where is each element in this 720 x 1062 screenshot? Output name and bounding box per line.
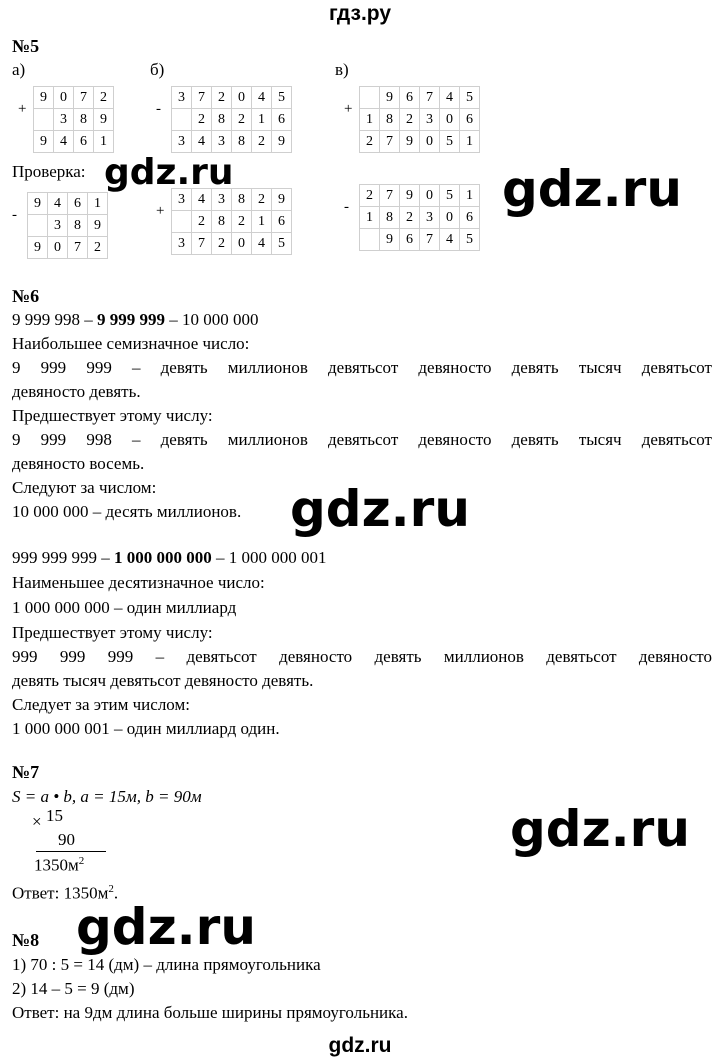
digit-cell: 4 [440,229,460,251]
digit-cell: 0 [232,87,252,109]
digit-cell: 3 [212,131,232,153]
digit-cell: 8 [212,211,232,233]
operator-sign [340,207,360,229]
operator-sign [340,185,360,215]
digit-cell [172,109,192,131]
digit-cell: 3 [48,215,68,237]
digit-cell: 2 [360,131,380,153]
digit-cell: 6 [400,229,420,251]
seq-main: 1 000 000 000 [114,548,212,567]
digit-cell: 9 [272,131,292,153]
operator-sign [340,87,360,117]
factor-1: 15 [46,806,63,825]
digit-cell: 3 [420,207,440,229]
digit-cell: 5 [460,229,480,251]
digit-cell: 2 [212,87,232,109]
factor-2: 90 [58,830,75,849]
digit-cell: 2 [192,109,212,131]
text-line: 9 999 998 – девять миллионов девятьсот девяносто девять тысяч девятьсот [12,430,712,449]
seq-next: – 10 000 000 [165,310,259,329]
watermark: gdz.ru [76,898,256,956]
digit-cell: 2 [232,211,252,233]
grid-row [340,131,480,153]
digit-cell [28,215,48,237]
text-line: Ответ: на 9дм длина больше ширины прямоугольника. [12,1003,408,1022]
digit-cell: 0 [440,207,460,229]
digit-cell: 8 [232,189,252,211]
multiply-rule [36,851,106,852]
digit-cell: 1 [460,185,480,207]
digit-cell: 6 [460,109,480,131]
digit-cell: 7 [420,229,440,251]
digit-cell: 8 [212,109,232,131]
digit-cell: 0 [54,87,74,109]
digit-cell: 7 [192,233,212,255]
digit-cell: 8 [74,109,94,131]
digit-cell [172,211,192,233]
digit-cell: 4 [192,189,212,211]
operator-sign [340,229,360,251]
digit-cell: 9 [400,185,420,207]
grid-row [340,109,480,131]
answer-7-end: . [113,883,119,903]
label-c: в) [335,60,349,79]
digit-cell: 6 [400,87,420,109]
digit-cell: 1 [360,207,380,229]
text-line: 9 999 999 – девять миллионов девятьсот девяносто девять тысяч девятьсот [12,358,712,377]
digit-cell: 2 [88,237,108,259]
grid-row [8,215,108,237]
digit-cell: 2 [94,87,114,109]
check-subtraction-a [8,192,108,259]
text-line: Наибольшее семизначное число: [12,334,250,353]
operator-sign [14,87,34,117]
check-label: Проверка: [12,162,86,181]
text-line: девять тысяч девятьсот девяносто девять. [12,671,314,690]
text-line: девяносто девять. [12,382,141,401]
digit-cell: 7 [420,87,440,109]
grid-row [340,185,480,207]
column-subtraction-b [152,86,292,153]
seq-prev: 9 999 998 – [12,310,97,329]
label-b: б) [150,60,165,79]
operator-glyph: - [12,206,17,223]
digit-cell: 4 [252,87,272,109]
watermark: gdz.ru [510,800,690,858]
digit-cell: 9 [380,87,400,109]
sequence-line-1 [12,309,259,331]
watermark: gdz.ru [290,480,470,538]
grid-row [152,211,292,233]
digit-cell: 2 [252,189,272,211]
operator-sign [340,131,360,153]
text-line: Следуют за числом: [12,478,157,497]
digit-cell: 1 [460,131,480,153]
operator-sign [152,233,172,255]
text-line: девяносто восемь. [12,454,145,473]
answer-7-power: 2 [108,883,114,895]
digit-cell: 2 [400,207,420,229]
digit-cell [34,109,54,131]
site-title-top: гдз.ру [328,2,392,25]
task-5-title: №5 [12,36,40,56]
digit-cell: 9 [28,193,48,215]
digit-cell: 8 [232,131,252,153]
text-line: Следует за этим числом: [12,695,190,714]
site-title-bottom: gdz.ru [328,1034,392,1057]
watermark: gdz.ru [104,152,234,193]
digit-cell: 3 [212,189,232,211]
digit-cell: 9 [400,131,420,153]
label-a: а) [12,60,26,79]
operator-glyph: + [156,202,165,219]
digit-cell: 3 [172,189,192,211]
digit-cell: 2 [400,109,420,131]
text-line: 999 999 999 – девятьсот девяносто девять миллионов девятьсот девяносто [12,647,712,666]
digit-cell: 3 [420,109,440,131]
digit-cell: 4 [48,193,68,215]
digit-cell: 0 [232,233,252,255]
digit-cell: 6 [272,211,292,233]
digit-cell: 9 [34,131,54,153]
digit-cell: 9 [88,215,108,237]
grid-row [14,109,114,131]
digit-cell: 6 [460,207,480,229]
digit-cell: 4 [252,233,272,255]
digit-cell: 6 [74,131,94,153]
operator-sign [14,131,34,153]
digit-cell: 6 [272,109,292,131]
digit-cell: 2 [192,211,212,233]
grid-row [8,193,108,215]
sequence-line-2 [12,547,327,569]
grid-row [14,87,114,109]
check-addition-b [152,188,292,255]
grid-row [152,131,292,153]
grid-row [152,87,292,109]
text-line: 1) 70 : 5 = 14 (дм) – длина прямоугольника [12,955,321,974]
digit-cell [360,87,380,109]
grid-row [14,131,114,153]
digit-cell: 9 [34,87,54,109]
digit-cell: 3 [172,87,192,109]
text-line: Предшествует этому числу: [12,406,213,425]
digit-cell: 0 [420,185,440,207]
operator-sign [8,193,28,223]
digit-cell: 7 [68,237,88,259]
grid-row [340,229,480,251]
digit-cell: 0 [420,131,440,153]
digit-cell: 2 [252,131,272,153]
operator-sign [152,109,172,131]
product-result [34,855,84,876]
answer-7 [12,878,118,905]
digit-cell: 2 [212,233,232,255]
watermark: gdz.ru [502,160,682,218]
digit-cell: 2 [232,109,252,131]
grid-row [340,87,480,109]
operator-sign [152,131,172,153]
digit-cell: 7 [380,131,400,153]
task-7-title: №7 [12,762,40,782]
product-value: 1350м [34,855,79,875]
digit-cell: 1 [88,193,108,215]
text-line: 1 000 000 000 – один миллиард [12,598,237,617]
digit-cell: 8 [68,215,88,237]
text-line: 2) 14 – 5 = 9 (дм) [12,979,135,998]
digit-cell: 5 [440,131,460,153]
digit-cell: 0 [440,109,460,131]
column-addition-c [340,86,480,153]
digit-cell: 1 [252,211,272,233]
digit-cell: 2 [360,185,380,207]
task-6-title: №6 [12,286,40,306]
text-line: 10 000 000 – десять миллионов. [12,502,242,521]
digit-cell: 8 [380,207,400,229]
operator-glyph: - [344,198,349,215]
digit-cell: 5 [272,233,292,255]
digit-cell: 1 [252,109,272,131]
digit-cell: 4 [192,131,212,153]
digit-cell: 6 [68,193,88,215]
text-line: Наименьшее десятизначное число: [12,573,265,592]
operator-sign [8,237,28,259]
digit-cell: 5 [440,185,460,207]
digit-cell: 9 [272,189,292,211]
seq-prev: 999 999 999 – [12,548,114,567]
digit-cell [360,229,380,251]
digit-cell: 7 [380,185,400,207]
grid-row [8,237,108,259]
column-addition-a [14,86,114,153]
digit-cell: 9 [28,237,48,259]
formula-line: S = a • b, a = 15м, b = 90м [12,787,202,806]
operator-sign [8,215,28,237]
multiply-sign: × [32,812,42,831]
digit-cell: 9 [380,229,400,251]
product-unit-power: 2 [78,855,85,867]
digit-cell: 8 [380,109,400,131]
digit-cell: 0 [48,237,68,259]
operator-glyph: + [344,100,353,117]
digit-cell: 9 [94,109,114,131]
grid-row [152,109,292,131]
operator-glyph: - [156,100,161,117]
grid-row [340,207,480,229]
text-line: Предшествует этому числу: [12,623,213,642]
digit-cell: 4 [54,131,74,153]
check-subtraction-c [340,184,480,251]
digit-cell: 7 [74,87,94,109]
digit-cell: 3 [172,131,192,153]
digit-cell: 5 [460,87,480,109]
grid-row [152,233,292,255]
seq-main: 9 999 999 [97,310,165,329]
task-8-title: №8 [12,930,40,950]
digit-cell: 4 [440,87,460,109]
digit-cell: 7 [192,87,212,109]
digit-cell: 1 [94,131,114,153]
seq-next: – 1 000 000 001 [211,548,327,567]
operator-glyph: + [18,100,27,117]
digit-cell: 1 [360,109,380,131]
answer-7-text: Ответ: 1350м [12,883,109,903]
digit-cell: 5 [272,87,292,109]
digit-cell: 3 [172,233,192,255]
text-line: 1 000 000 001 – один миллиард один. [12,719,280,738]
digit-cell: 3 [54,109,74,131]
operator-sign [152,87,172,117]
